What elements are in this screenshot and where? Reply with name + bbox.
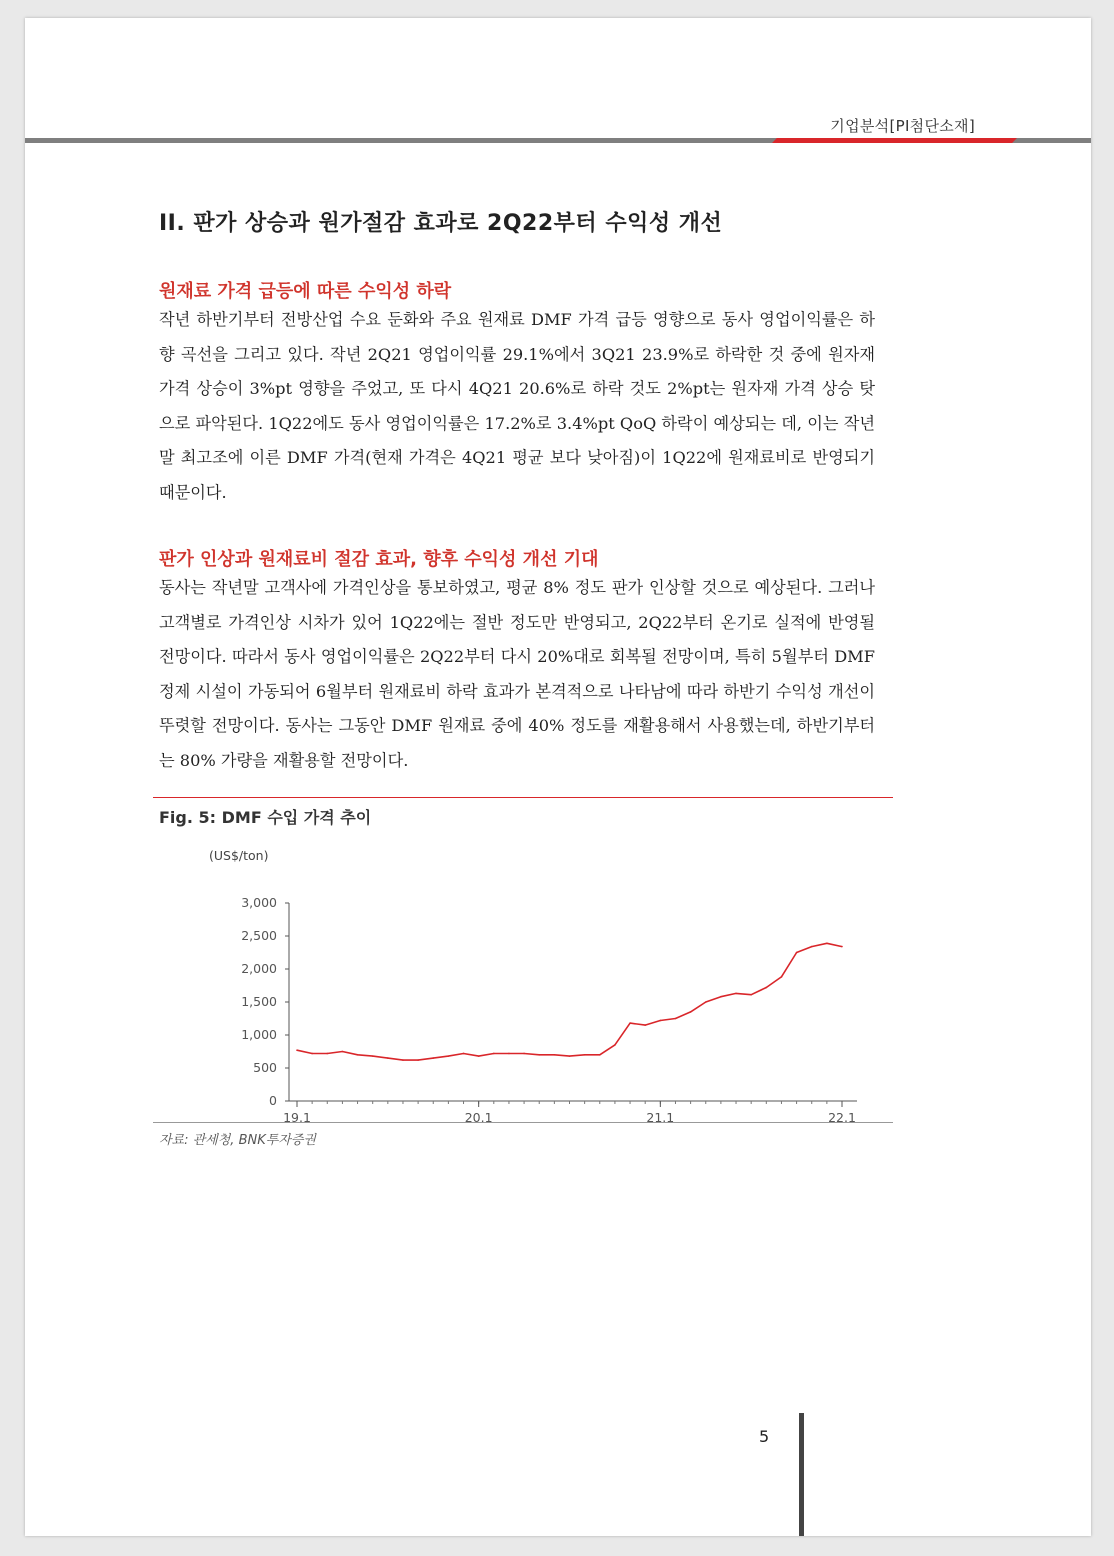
dmf-price-point — [402, 1059, 404, 1061]
dmf-price-chart — [153, 838, 893, 1122]
dmf-price-point — [554, 1054, 556, 1056]
report-page — [25, 18, 1091, 1536]
dmf-price-point — [781, 976, 783, 978]
figure-title: Fig. 5: DMF 수입 가격 추이 — [159, 808, 372, 827]
dmf-price-point — [357, 1054, 359, 1056]
dmf-price-point — [417, 1059, 419, 1061]
dmf-price-point — [690, 1011, 692, 1013]
dmf-price-point — [523, 1053, 525, 1055]
dmf-price-point — [387, 1057, 389, 1059]
y-tick-label: 500 — [253, 1060, 277, 1075]
dmf-price-point — [644, 1024, 646, 1026]
y-tick-label: 3,000 — [241, 895, 277, 910]
dmf-price-point — [463, 1053, 465, 1055]
dmf-price-point — [342, 1051, 344, 1053]
page-number-bar — [799, 1413, 804, 1536]
chart-axes — [289, 903, 857, 1101]
y-tick-label: 0 — [269, 1093, 277, 1108]
dmf-price-point — [796, 952, 798, 954]
dmf-price-point — [826, 942, 828, 944]
dmf-price-point — [766, 987, 768, 989]
chart-ticks — [241, 895, 856, 1122]
chart-series — [296, 942, 843, 1060]
dmf-price-point — [614, 1044, 616, 1046]
dmf-price-point — [599, 1054, 601, 1056]
page-number: 5 — [759, 1427, 770, 1446]
dmf-price-line — [297, 943, 842, 1060]
dmf-price-point — [735, 993, 737, 995]
dmf-price-point — [720, 996, 722, 998]
subtitle-price-increase: 판가 인상과 원재료비 절감 효과, 향후 수익성 개선 기대 — [159, 549, 599, 570]
x-tick-label: 21.1 — [646, 1110, 675, 1122]
dmf-price-point — [629, 1022, 631, 1024]
header-accent-bar — [772, 138, 1017, 143]
dmf-price-point — [569, 1055, 571, 1057]
section-title: II. 판가 상승과 원가절감 효과로 2Q22부터 수익성 개선 — [159, 211, 723, 236]
x-tick-label: 22.1 — [828, 1110, 856, 1122]
header-label: 기업분석[PI첨단소재] — [830, 117, 975, 135]
paragraph-cost-pressure: 작년 하반기부터 전방산업 수요 둔화와 주요 원재료 DMF 가격 급등 영향으로 동사 영업이익률은 하향 곡선을 그리고 있다. 작년 2Q21 영업이익률 29.1%에서 3Q21 23.9%로 하락한 것 중에 원자재 가격 상승이 3%pt 영향을 주었고, 또 다시 4Q21 20.6%로 하락 것도 2%pt는 원자재 가격 상승 탓으로 파악된다. 1Q22에도 동사 영업이익률은 17.2%로 3.4%pt QoQ 하락이 예상되는 데, 이는 작년 말 최고조에 이른 DMF 가격(현재 가격은 4Q21 평균 보다 낮아짐)이 1Q22에 원재료비로 반영되기 때문이다. — [159, 310, 875, 502]
dmf-price-point — [311, 1053, 313, 1055]
y-tick-label: 2,500 — [241, 928, 277, 943]
dmf-price-point — [841, 946, 843, 948]
dmf-price-point — [750, 994, 752, 996]
dmf-price-point — [675, 1018, 677, 1020]
dmf-price-point — [448, 1055, 450, 1057]
dmf-price-point — [811, 946, 813, 948]
dmf-price-point — [478, 1055, 480, 1057]
y-tick-label: 1,000 — [241, 1027, 277, 1042]
paragraph-price-increase: 동사는 작년말 고객사에 가격인상을 통보하였고, 평균 8% 정도 판가 인상할 것으로 예상된다. 그러나 고객별로 가격인상 시차가 있어 1Q22에는 절반 정도만 반영되고, 2Q22부터 온기로 실적에 반영될 전망이다. 따라서 동사 영업이익률은 2Q22부터 다시 20%대로 회복될 전망이며, 특히 5월부터 DMF 정제 시설이 가동되어 6월부터 원재료비 하락 효과가 본격적으로 나타남에 따라 하반기 수익성 개선이 뚜렷할 전망이다. 동사는 그동안 DMF 원재료 중에 40% 정도를 재활용해서 사용했는데, 하반기부터는 80% 가량을 재활용할 전망이다. — [159, 578, 875, 770]
y-tick-label: 1,500 — [241, 994, 277, 1009]
x-tick-label: 19.1 — [283, 1110, 311, 1122]
subtitle-cost-pressure: 원재료 가격 급등에 따른 수익성 하락 — [159, 281, 452, 302]
figure-source: 자료: 관세청, BNK투자증권 — [159, 1133, 316, 1148]
figure-top-rule — [153, 797, 893, 798]
dmf-price-point — [326, 1053, 328, 1055]
dmf-price-point — [660, 1020, 662, 1022]
dmf-price-point — [705, 1001, 707, 1003]
x-tick-label: 20.1 — [464, 1110, 493, 1122]
dmf-price-point — [538, 1054, 540, 1056]
figure-bottom-rule — [153, 1122, 893, 1123]
y-axis-unit-label: (US$/ton) — [209, 848, 269, 863]
dmf-price-point — [432, 1057, 434, 1059]
y-tick-label: 2,000 — [241, 961, 277, 976]
dmf-price-point — [372, 1055, 374, 1057]
dmf-price-point — [296, 1049, 298, 1051]
dmf-price-point — [493, 1053, 495, 1055]
dmf-price-point — [584, 1054, 586, 1056]
dmf-price-point — [508, 1053, 510, 1055]
